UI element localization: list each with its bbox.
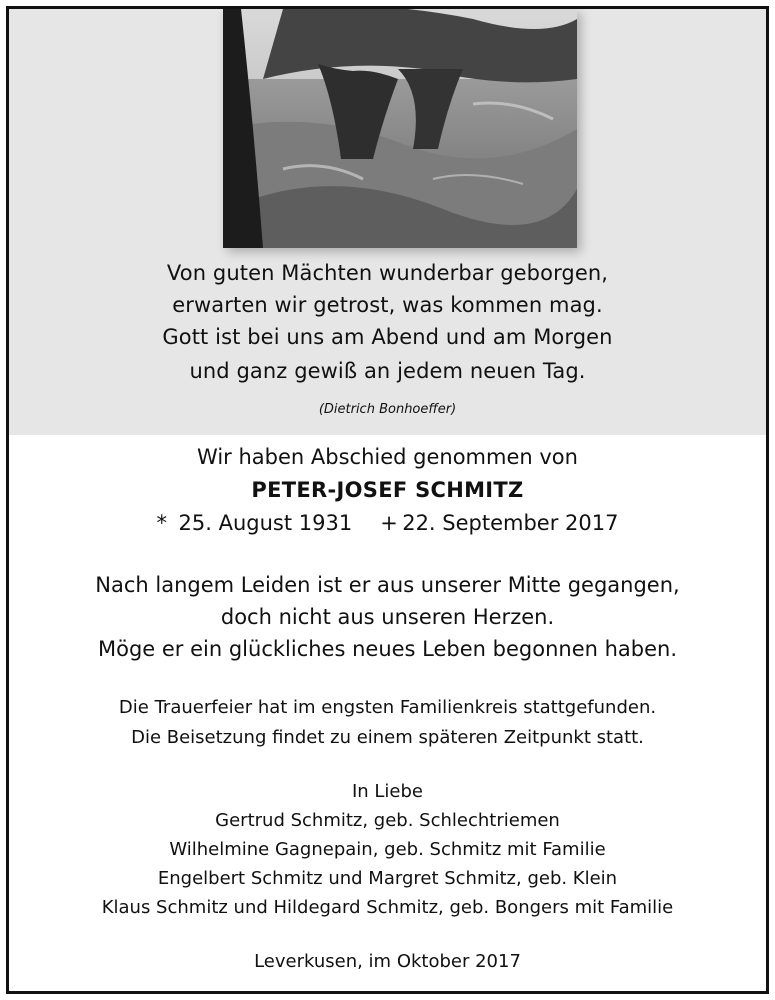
notice-line-2: Die Beisetzung findet zu einem späteren Zeitpunkt statt. (131, 727, 644, 748)
signature-name: Gertrud Schmitz, geb. Schlechtriemen (215, 810, 560, 831)
tree-photo (223, 9, 577, 248)
message-line-2: doch nicht aus unseren Herzen. (220, 605, 555, 629)
death-date: 22. September 2017 (402, 511, 619, 535)
poem-line-2: erwarten wir getrost, was kommen mag. (172, 293, 603, 317)
life-dates (9, 511, 766, 535)
notice-line-1: Die Trauerfeier hat im engsten Familienkreis stattgefunden. (118, 697, 657, 718)
signature-name: Klaus Schmitz und Hildegard Schmitz, geb. Bongers mit Familie (101, 897, 674, 918)
signatures-heading: In Liebe (351, 781, 424, 802)
signature-name: Engelbert Schmitz und Margret Schmitz, geb. Klein (157, 868, 618, 889)
message-line-3: Möge er ein glückliches neues Leben begonnen haben. (97, 637, 678, 661)
place-date: Leverkusen, im Oktober 2017 (254, 951, 521, 972)
deceased-name: PETER-JOSEF SCHMITZ (251, 478, 524, 502)
poem-line-3: Gott ist bei uns am Abend und am Morgen (162, 325, 613, 349)
poem-line-4: und ganz gewiß an jedem neuen Tag. (189, 359, 586, 383)
death-symbol: + (380, 511, 398, 535)
message-line-1: Nach langem Leiden ist er aus unserer Mitte gegangen, (95, 573, 680, 597)
signature-name: Wilhelmine Gagnepain, geb. Schmitz mit Familie (169, 839, 606, 860)
farewell-intro: Wir haben Abschied genommen von (197, 445, 578, 469)
birth-symbol: * (156, 511, 168, 535)
poem-attribution: (Dietrich Bonhoeffer) (318, 402, 457, 417)
obituary-frame (6, 6, 769, 994)
birth-date: 25. August 1931 (178, 511, 353, 535)
poem-line-1: Von guten Mächten wunderbar geborgen, (166, 261, 609, 285)
